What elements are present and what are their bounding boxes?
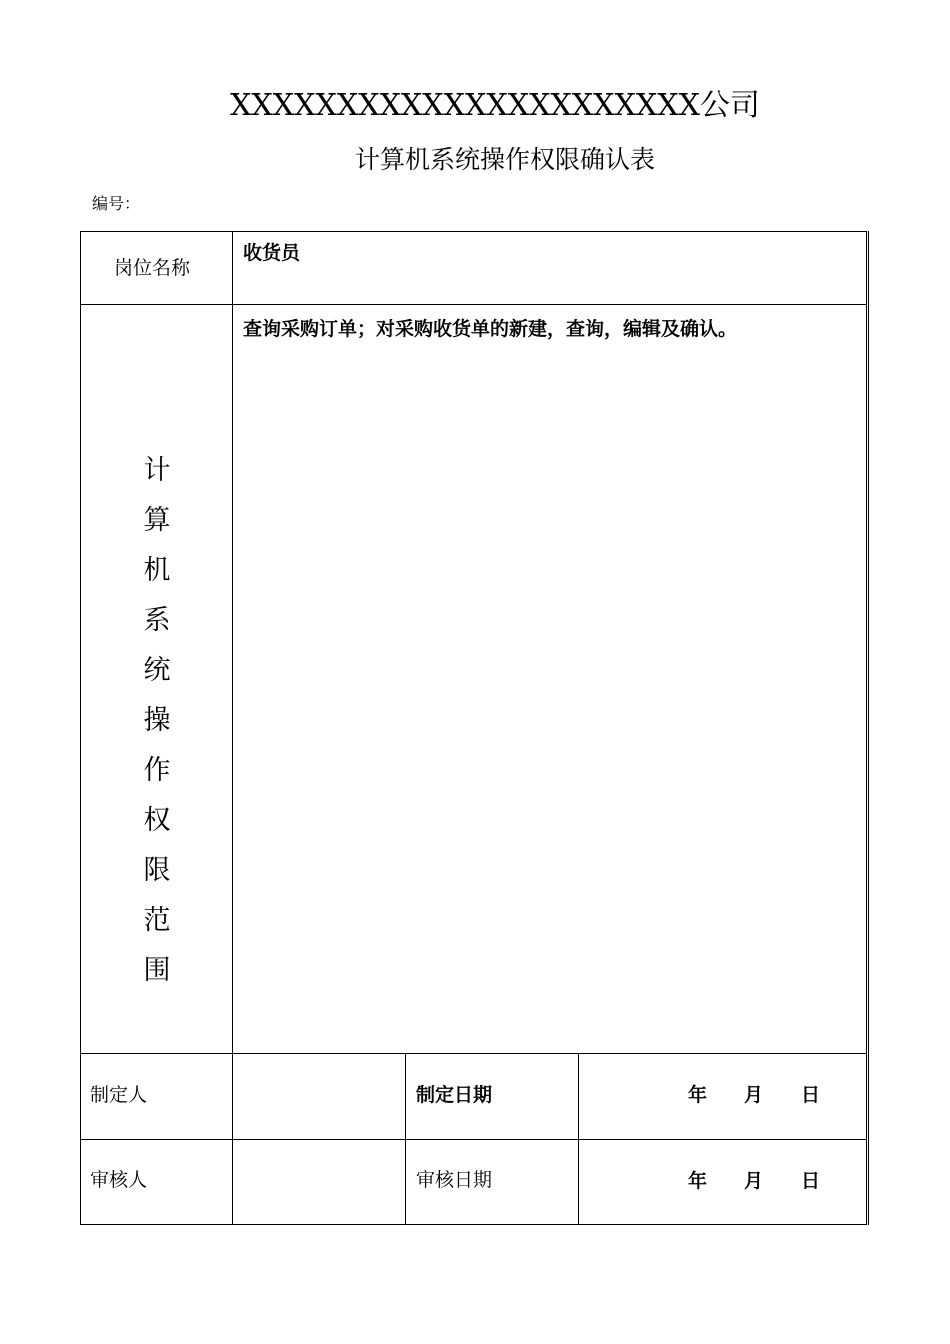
table-frame (80, 231, 867, 1225)
date-year: 年 (688, 1084, 708, 1106)
column-divider (405, 1053, 406, 1225)
date-month: 月 (744, 1084, 764, 1106)
scope-value: 查询采购订单；对采购收货单的新建，查询，编辑及确认。 (243, 318, 738, 340)
position-value: 收货员 (243, 242, 301, 264)
row-divider (80, 1139, 867, 1140)
scope-label-char: 机 (143, 555, 171, 586)
row-divider (80, 1053, 867, 1054)
column-divider (232, 231, 233, 1225)
scope-label-char: 限 (143, 855, 171, 886)
table-right-double-line (868, 231, 869, 1225)
scope-label-char: 操 (143, 705, 171, 736)
form-title: 计算机系统操作权限确认表 (354, 145, 655, 174)
scope-label-char: 计 (143, 455, 171, 486)
company-title: XXXXXXXXXXXXXXXXXXXXXX公司 (230, 88, 760, 123)
scope-label-char: 系 (143, 605, 171, 636)
date-day: 日 (801, 1170, 821, 1192)
scope-label-char: 围 (143, 955, 171, 986)
make-date-label: 制定日期 (416, 1084, 493, 1106)
column-divider (578, 1053, 579, 1225)
scope-label-char: 权 (143, 805, 171, 836)
scope-label-char: 范 (143, 905, 171, 936)
scope-label-char: 作 (143, 755, 171, 786)
review-date-label: 审核日期 (416, 1169, 493, 1191)
maker-label: 制定人 (90, 1084, 148, 1106)
date-month: 月 (744, 1170, 764, 1192)
date-day: 日 (801, 1084, 821, 1106)
scope-label-char: 算 (143, 505, 171, 536)
row-divider (80, 304, 867, 305)
scope-label (132, 446, 182, 996)
scope-label-char: 统 (143, 655, 171, 686)
date-year: 年 (688, 1170, 708, 1192)
number-label: 编号： (92, 194, 141, 213)
position-label: 岗位名称 (114, 257, 191, 279)
reviewer-label: 审核人 (90, 1169, 148, 1191)
